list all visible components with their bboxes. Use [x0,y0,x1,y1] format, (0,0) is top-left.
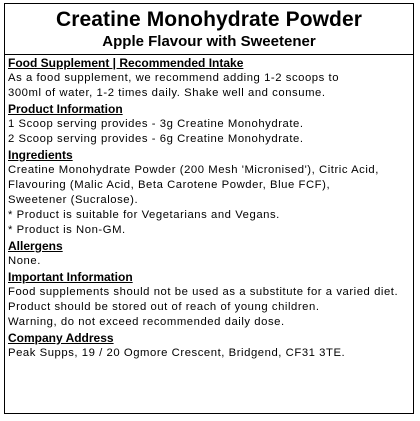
text-line: 2 Scoop serving provides - 6g Creatine Monohydrate. [8,133,304,145]
section-heading: Company Address [8,331,114,345]
text-line: None. [8,255,41,267]
text-line: Warning, do not exceed recommended daily dose. [8,316,285,328]
section-heading: Product Information [8,102,123,116]
section-recommended-intake [8,56,413,101]
text-line: As a food supplement, we recommend adding 1-2 scoops to [8,72,340,84]
text-line: * Product is Non-GM. [8,224,126,236]
section-important-information [8,270,413,330]
text-line: 1 Scoop serving provides - 3g Creatine Monohydrate. [8,118,304,130]
text-line: Peak Supps, 19 / 20 Ogmore Crescent, Bridgend, CF31 3TE. [8,347,346,359]
text-line: Food supplements should not be used as a substitute for a varied diet. [8,286,399,298]
text-line: Creatine Monohydrate Powder (200 Mesh 'Micronised'), Citric Acid, [8,164,379,176]
section-heading: Food Supplement | Recommended Intake [8,56,244,70]
section-product-information [8,102,413,147]
text-line: Sweetener (Sucralose). [8,194,139,206]
text-line: * Product is suitable for Vegetarians and Vegans. [8,209,280,221]
label-header [5,4,413,51]
product-subtitle: Apple Flavour with Sweetener [102,33,316,50]
section-ingredients [8,148,413,238]
text-line: 300ml of water, 1-2 times daily. Shake well and consume. [8,87,326,99]
section-company-address [8,331,413,361]
section-heading: Important Information [8,270,133,284]
text-line: Product should be stored out of reach of young children. [8,301,320,313]
label-content [5,55,413,361]
section-heading: Ingredients [8,148,73,162]
product-label [4,3,414,414]
product-title: Creatine Monohydrate Powder [55,8,363,31]
section-heading: Allergens [8,239,63,253]
section-allergens [8,239,413,269]
text-line: Flavouring (Malic Acid, Beta Carotene Powder, Blue FCF), [8,179,331,191]
